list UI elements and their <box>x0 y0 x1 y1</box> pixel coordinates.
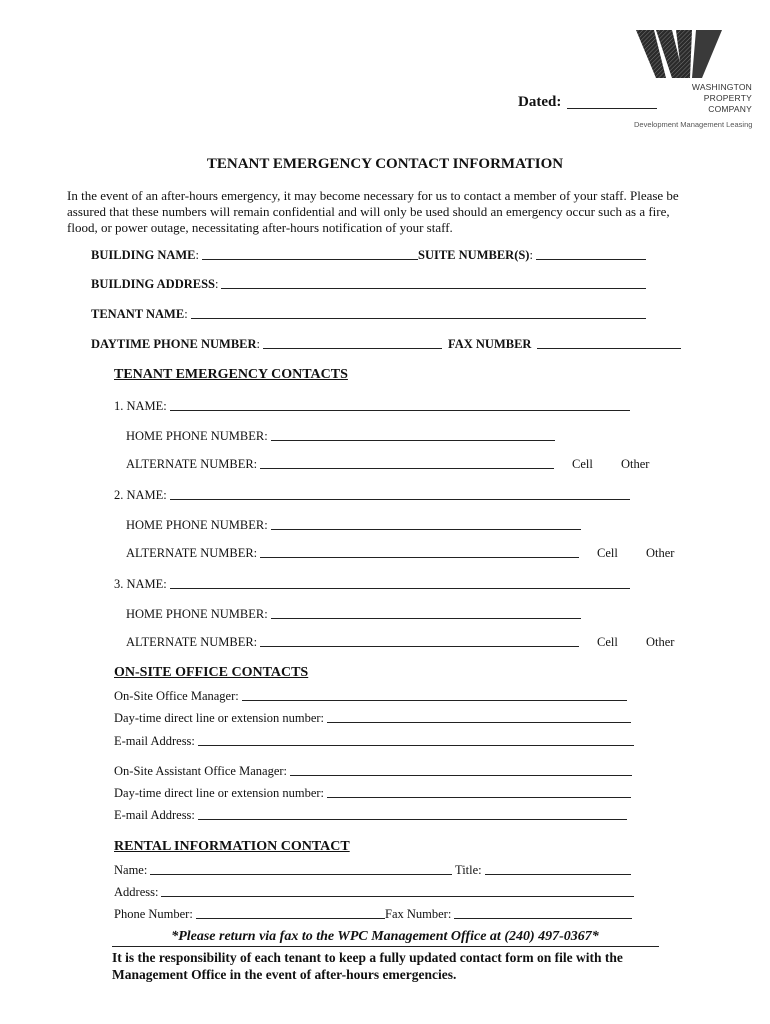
home-phone-label: HOME PHONE NUMBER: <box>126 518 268 532</box>
contact-name-label: 3. NAME: <box>114 577 167 591</box>
rental-phone-input-line[interactable] <box>196 918 385 919</box>
building-address-label: BUILDING ADDRESS <box>91 277 215 291</box>
contact-2-alternate-input-line[interactable] <box>260 557 579 558</box>
contact-2-alternate-field[interactable] <box>126 546 579 561</box>
contact-3-home-phone-input-line[interactable] <box>271 618 581 619</box>
onsite-manager-label: On-Site Office Manager: <box>114 689 239 703</box>
rental-name-field[interactable] <box>114 863 452 878</box>
contact-2-home-phone-input-line[interactable] <box>271 529 581 530</box>
responsibility-line: Management Office in the event of after-hours emergencies. <box>112 967 457 982</box>
rental-contact-heading: RENTAL INFORMATION CONTACT <box>114 839 350 854</box>
company-name-line: COMPANY <box>708 104 752 114</box>
contact-1-alternate-input-line[interactable] <box>260 468 554 469</box>
contact-2-other-option[interactable]: Other <box>646 546 675 560</box>
page-title: TENANT EMERGENCY CONTACT INFORMATION <box>206 156 564 172</box>
contact-3-other-option[interactable]: Other <box>646 635 675 649</box>
tenant-name-field[interactable] <box>91 307 646 322</box>
contact-1-name-input-line[interactable] <box>170 410 630 411</box>
manager-email-input-line[interactable] <box>198 745 634 746</box>
building-name-input-line[interactable] <box>202 259 418 260</box>
footer-divider <box>112 946 659 947</box>
contact-3-name-input-line[interactable] <box>170 588 630 589</box>
colon: : <box>256 337 261 351</box>
assistant-manager-label: On-Site Assistant Office Manager: <box>114 764 287 778</box>
rental-phone-field[interactable] <box>114 907 385 922</box>
intro-line: In the event of an after-hours emergency, it may become necessary for us to contact a member of your staff. Please be <box>67 188 679 203</box>
wpc-logo-mark-icon <box>636 28 724 80</box>
daytime-phone-input-line[interactable] <box>263 348 442 349</box>
rental-title-label: Title: <box>455 863 482 877</box>
rental-fax-field[interactable] <box>385 907 632 922</box>
building-name-field[interactable] <box>91 248 418 263</box>
fax-number-label: FAX NUMBER <box>448 337 532 351</box>
assistant-manager-input-line[interactable] <box>290 775 632 776</box>
responsibility-line: It is the responsibility of each tenant to keep a fully updated contact form on file with the <box>112 950 623 965</box>
home-phone-label: HOME PHONE NUMBER: <box>126 607 268 621</box>
colon: : <box>215 277 219 291</box>
rental-name-label: Name: <box>114 863 148 877</box>
assistant-direct-line-input-line[interactable] <box>327 797 631 798</box>
rental-phone-label: Phone Number: <box>114 907 193 921</box>
company-tagline: Development Management Leasing <box>634 120 753 129</box>
daytime-phone-field[interactable] <box>91 337 442 352</box>
contact-2-cell-option[interactable]: Cell <box>597 546 618 560</box>
manager-direct-line-input-line[interactable] <box>327 722 631 723</box>
tenant-name-input-line[interactable] <box>191 318 646 319</box>
manager-email-field[interactable] <box>114 734 634 749</box>
manager-direct-line-field[interactable] <box>114 711 631 726</box>
daytime-phone-label: DAYTIME PHONE NUMBER <box>91 337 257 351</box>
rental-address-input-line[interactable] <box>161 896 634 897</box>
contact-1-home-phone-field[interactable] <box>126 429 555 444</box>
contact-3-alternate-field[interactable] <box>126 635 579 650</box>
alternate-number-label: ALTERNATE NUMBER: <box>126 457 258 471</box>
contact-1-cell-option[interactable]: Cell <box>572 457 593 471</box>
colon: : <box>529 248 533 262</box>
company-name-line: WASHINGTON <box>691 82 752 92</box>
colon: : <box>184 307 188 321</box>
fax-number-input-line[interactable] <box>537 348 681 349</box>
return-fax-note: *Please return via fax to the WPC Management Office at (240) 497-0367* <box>171 929 599 944</box>
intro-line: assured that these numbers will remain confidential and will only be used should an emergency occur such as a fire, <box>67 204 670 219</box>
direct-line-label: Day-time direct line or extension number: <box>114 711 325 725</box>
home-phone-label: HOME PHONE NUMBER: <box>126 429 268 443</box>
colon: : <box>195 248 200 262</box>
suite-number-label: SUITE NUMBER(S) <box>418 248 530 262</box>
contact-2-name-input-line[interactable] <box>170 499 630 500</box>
fax-number-field[interactable] <box>448 337 681 352</box>
contact-name-label: 2. NAME: <box>114 488 167 502</box>
contact-1-name-field[interactable] <box>114 399 630 414</box>
assistant-direct-line-field[interactable] <box>114 786 631 801</box>
dated-label: Dated: <box>518 94 562 110</box>
emergency-contacts-heading: TENANT EMERGENCY CONTACTS <box>114 367 348 382</box>
contact-3-home-phone-field[interactable] <box>126 607 581 622</box>
contact-3-cell-option[interactable]: Cell <box>597 635 618 649</box>
assistant-email-field[interactable] <box>114 808 627 823</box>
suite-number-input-line[interactable] <box>536 259 646 260</box>
contact-1-alternate-field[interactable] <box>126 457 554 472</box>
tenant-name-label: TENANT NAME <box>91 307 185 321</box>
contact-3-alternate-input-line[interactable] <box>260 646 579 647</box>
onsite-contacts-heading: ON-SITE OFFICE CONTACTS <box>114 665 309 680</box>
assistant-manager-field[interactable] <box>114 764 632 779</box>
alternate-number-label: ALTERNATE NUMBER: <box>126 635 258 649</box>
building-address-input-line[interactable] <box>221 288 646 289</box>
company-name-line: PROPERTY <box>703 93 752 103</box>
direct-line-label: Day-time direct line or extension number: <box>114 786 325 800</box>
contact-2-name-field[interactable] <box>114 488 630 503</box>
rental-fax-input-line[interactable] <box>454 918 632 919</box>
onsite-manager-field[interactable] <box>114 689 627 704</box>
building-address-field[interactable] <box>91 277 646 292</box>
contact-name-label: 1. NAME: <box>114 399 167 413</box>
intro-paragraph <box>67 188 707 236</box>
alternate-number-label: ALTERNATE NUMBER: <box>126 546 258 560</box>
rental-address-field[interactable] <box>114 885 634 900</box>
assistant-email-input-line[interactable] <box>198 819 627 820</box>
contact-2-home-phone-field[interactable] <box>126 518 581 533</box>
email-label: E-mail Address: <box>114 808 195 822</box>
onsite-manager-input-line[interactable] <box>242 700 627 701</box>
company-logo <box>632 28 752 132</box>
rental-title-input-line[interactable] <box>485 874 631 875</box>
dated-field[interactable] <box>567 108 657 109</box>
contact-3-name-field[interactable] <box>114 577 630 592</box>
rental-fax-label: Fax Number: <box>385 907 452 921</box>
contact-1-other-option[interactable]: Other <box>621 457 650 471</box>
rental-address-label: Address: <box>114 885 159 899</box>
email-label: E-mail Address: <box>114 734 195 748</box>
contact-1-home-phone-input-line[interactable] <box>271 440 555 441</box>
intro-line: flood, or power outage, necessitating after-hours notification of your staff. <box>67 220 453 235</box>
suite-number-field[interactable] <box>418 248 646 263</box>
rental-title-field[interactable] <box>455 863 631 878</box>
building-name-label: BUILDING NAME <box>91 248 196 262</box>
rental-name-input-line[interactable] <box>150 874 452 875</box>
